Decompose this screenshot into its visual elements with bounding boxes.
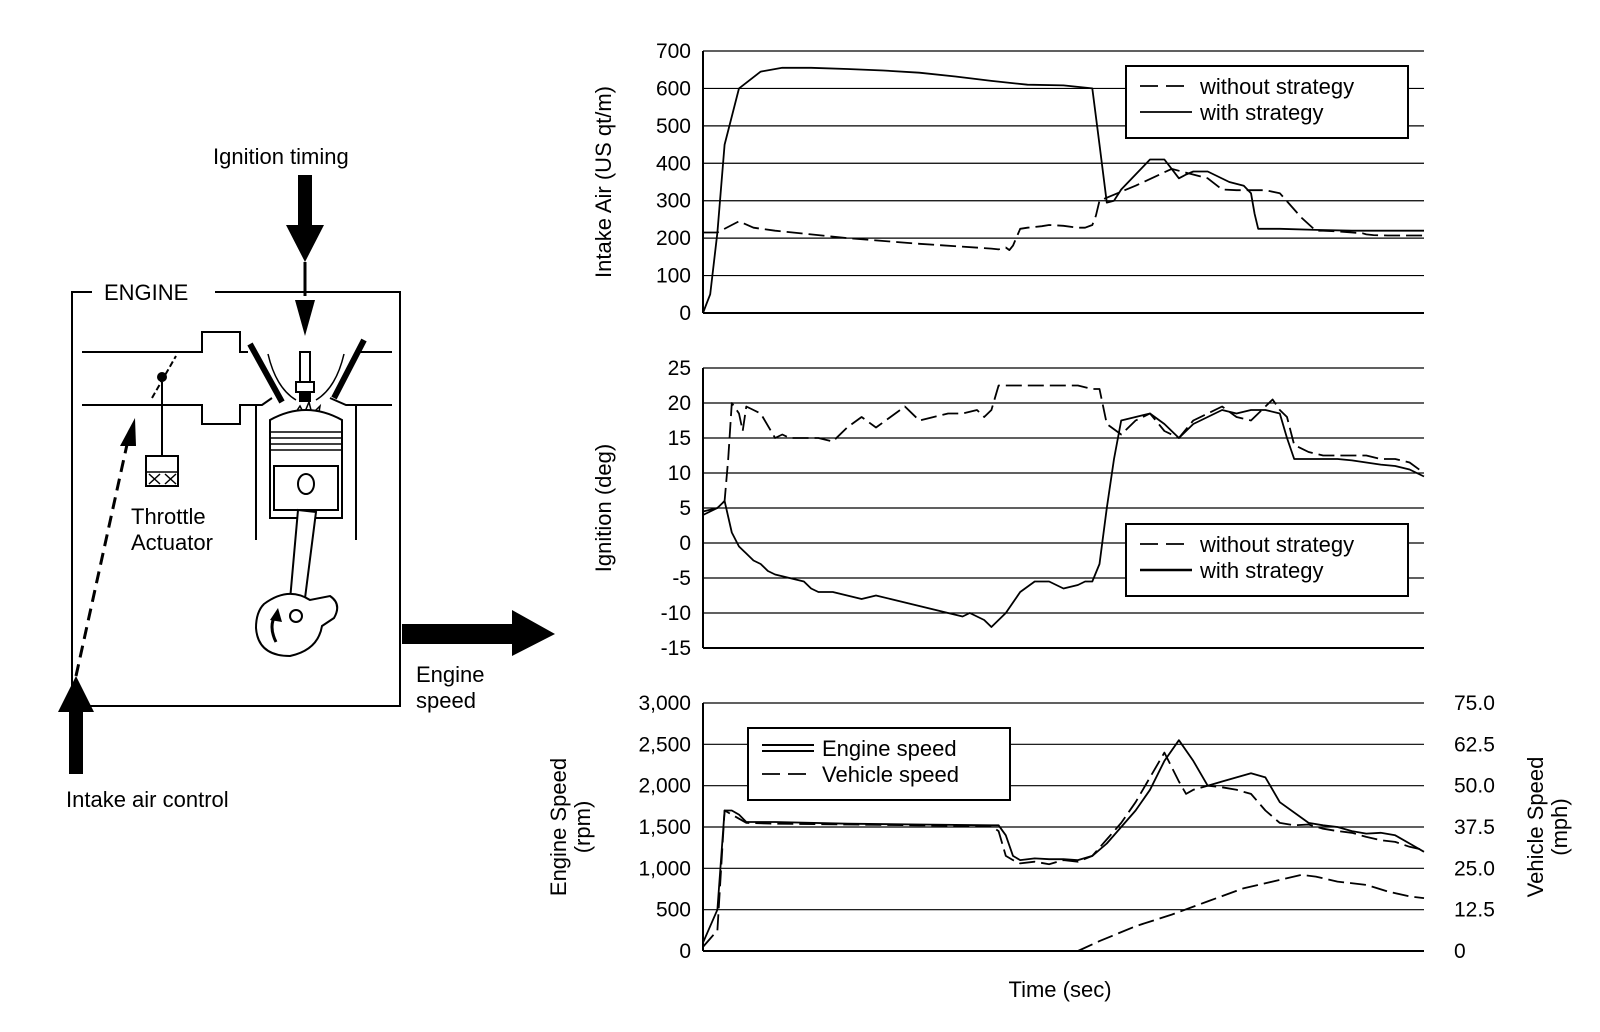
y-tick-label: 2,000 — [638, 774, 691, 798]
throttle-pivot — [157, 372, 167, 382]
x-axis-title: Time (sec) — [1008, 977, 1112, 1002]
y-tick-label: 300 — [655, 189, 691, 213]
y-axis-title-unit: (rpm) — [570, 800, 595, 854]
y-tick-label: -10 — [660, 602, 691, 625]
y2-tick-label: 0 — [1454, 940, 1466, 963]
y-axis-title: Intake Air (US qt/m) — [591, 86, 616, 278]
legend — [1126, 66, 1408, 138]
y-tick-label: -15 — [660, 637, 691, 660]
legend-label: without strategy — [1200, 74, 1355, 99]
y-tick-label: 0 — [679, 302, 691, 325]
y-tick-label: 200 — [655, 227, 691, 251]
legend-label: Vehicle speed — [822, 762, 959, 787]
y-tick-label: 500 — [655, 114, 691, 138]
intake-air-control-arrow-icon — [58, 676, 94, 774]
legend-label: without strategy — [1200, 532, 1355, 557]
chart-2 — [591, 357, 1424, 660]
y-tick-label: 700 — [655, 40, 691, 63]
legend-label: Engine speed — [822, 736, 957, 761]
engine-speed-label-1: Engine — [416, 662, 485, 687]
y-tick-label: 25 — [667, 357, 691, 380]
y2-axis-title: Vehicle Speed — [1523, 756, 1548, 898]
throttle-label-2: Actuator — [131, 530, 213, 555]
exhaust-lower — [330, 398, 392, 405]
y-axis-title: Ignition (deg) — [591, 443, 616, 573]
engine-diagram — [58, 144, 555, 812]
ignition-timing-label: Ignition timing — [213, 144, 349, 169]
ignition-down-arrow-icon — [295, 300, 315, 336]
intake-control-signal-line — [76, 440, 128, 676]
intake-control-signal-arrow-icon — [120, 418, 136, 446]
y-tick-label: 400 — [655, 152, 691, 176]
engine-speed-label-2: speed — [416, 688, 476, 713]
engine-speed-arrow-icon — [402, 610, 555, 656]
chart-3 — [546, 692, 1572, 963]
legend-label: with strategy — [1200, 100, 1324, 125]
intake-air-control-label: Intake air control — [66, 787, 229, 812]
y-tick-label: 5 — [679, 497, 691, 520]
y-tick-label: -5 — [672, 567, 691, 590]
y-tick-label: 10 — [667, 462, 691, 485]
ignition-timing-arrow-icon — [286, 175, 324, 262]
legend — [748, 728, 1010, 800]
engine-label: ENGINE — [104, 280, 189, 305]
y2-tick-label: 12.5 — [1454, 898, 1495, 922]
y-tick-label: 1,000 — [638, 857, 691, 881]
series-line-1 — [703, 386, 1424, 512]
intake-manifold-lower — [82, 398, 272, 424]
y2-tick-label: 50.0 — [1454, 774, 1495, 798]
spark-plug — [300, 352, 310, 382]
y-tick-label: 0 — [679, 940, 691, 963]
charts-group — [546, 40, 1572, 963]
y-axis-title: Engine Speed — [546, 757, 571, 897]
y2-tick-label: 62.5 — [1454, 733, 1495, 757]
y-tick-label: 600 — [655, 77, 691, 101]
intake-valve — [250, 344, 282, 402]
y2-tick-label: 75.0 — [1454, 692, 1495, 715]
y-tick-label: 500 — [655, 898, 691, 922]
legend — [1126, 524, 1408, 596]
y-tick-label: 1,500 — [638, 816, 691, 839]
y2-tick-label: 37.5 — [1454, 816, 1495, 839]
engine-box — [72, 292, 400, 706]
y-tick-label: 0 — [679, 532, 691, 555]
y-tick-label: 100 — [655, 264, 691, 288]
y2-tick-label: 25.0 — [1454, 857, 1495, 881]
y2-axis-title-unit: (mph) — [1547, 798, 1572, 856]
intake-manifold-upper — [82, 332, 248, 352]
chart-1 — [591, 40, 1424, 325]
throttle-label-1: Throttle — [131, 504, 206, 529]
connecting-rod — [290, 510, 316, 606]
series-line-3 — [1078, 875, 1424, 951]
y-tick-label: 20 — [667, 392, 691, 415]
exhaust-valve — [334, 340, 364, 398]
legend-label: with strategy — [1200, 558, 1324, 583]
crankshaft — [256, 594, 337, 656]
y-tick-label: 2,500 — [638, 733, 691, 757]
y-tick-label: 15 — [667, 427, 691, 450]
y-tick-label: 3,000 — [638, 692, 691, 715]
